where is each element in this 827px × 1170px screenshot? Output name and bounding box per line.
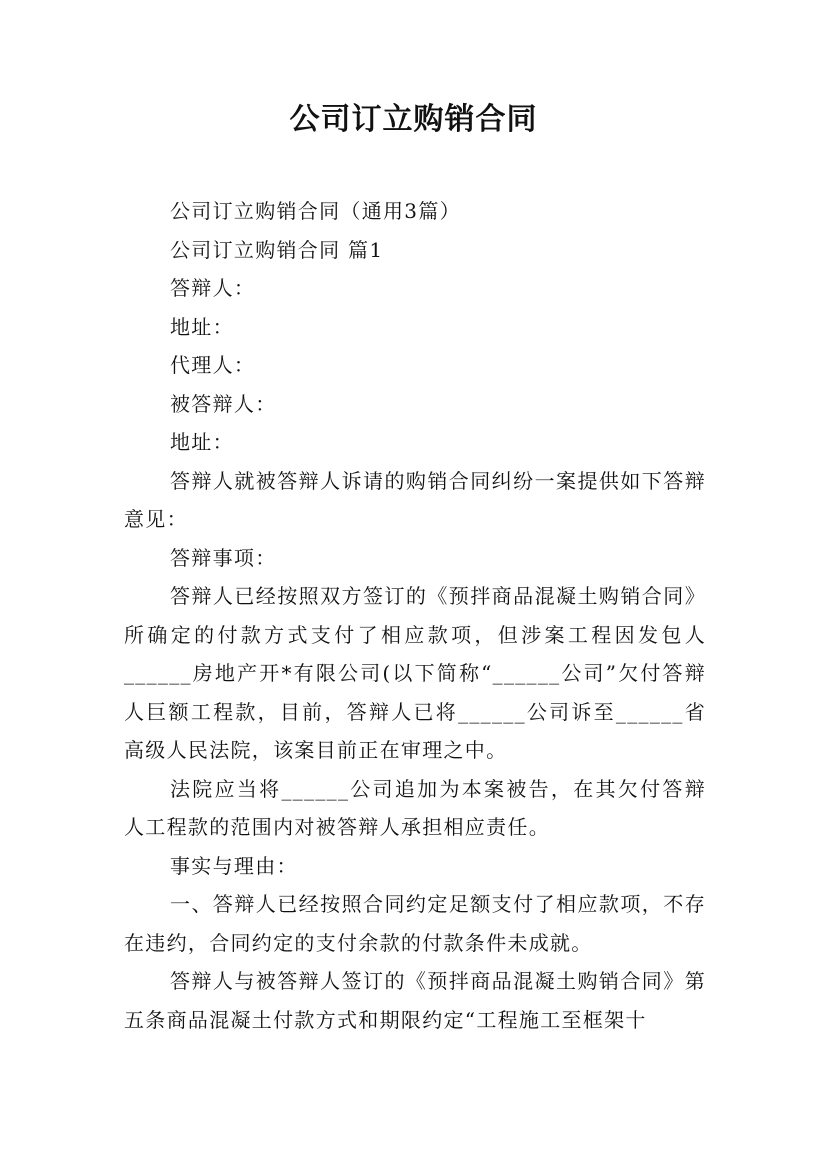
paragraph-subtitle: 公司订立购销合同（通用3篇） <box>170 199 461 223</box>
paragraph-defendant-respondent: 被答辩人： <box>170 391 277 416</box>
paragraph-respondent: 答辩人： <box>170 276 256 300</box>
paragraph-section-heading: 公司订立购销合同 篇1 <box>170 237 384 262</box>
paragraph-intro: 答辩人就被答辩人诉请的购销合同纠纷一案提供如下答辩意见： <box>124 468 706 531</box>
paragraph-agent: 代理人： <box>170 353 256 377</box>
paragraph-facts-heading: 事实与理由： <box>170 853 298 878</box>
paragraph-address-2: 地址： <box>170 430 234 454</box>
document-body <box>124 192 706 1039</box>
paragraph-address: 地址： <box>170 314 234 339</box>
document-title: 公司订立购销合同 <box>289 102 538 137</box>
paragraph-defense-items-heading: 答辩事项： <box>170 545 277 570</box>
paragraph-fact-1-detail: 答辩人与被答辩人签订的《预拌商品混凝土购销合同》第五条商品混凝土付款方式和期限约定“工程施工至框架十 <box>124 969 706 1032</box>
paragraph-fact-1: 一、答辩人已经按照合同约定足额支付了相应款项，不存在违约，合同约定的支付余款的付款条件未成就。 <box>124 892 706 955</box>
paragraph-defense-item-1: 答辩人已经按照双方签订的《预拌商品混凝土购销合同》所确定的付款方式支付了相应款项，但涉案工程因发包人______房地产开*有限公司(以下简称“______公司”欠付答辩人巨额工程款，目前，答辩人已将______公司诉至______省高级人民法院，该案目前正在审理之中。 <box>124 584 706 762</box>
paragraph-defense-item-2: 法院应当将______公司追加为本案被告，在其欠付答辩人工程款的范围内对被答辩人承担相应责任。 <box>124 776 706 839</box>
